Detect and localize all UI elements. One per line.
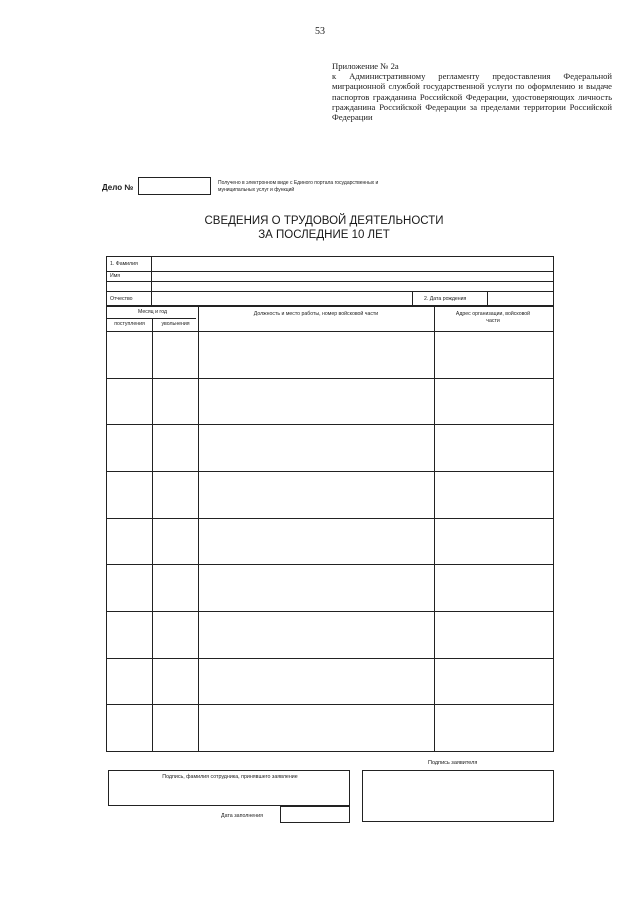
patronymic-row (107, 291, 553, 307)
patronymic-field[interactable] (152, 291, 412, 307)
table-row[interactable] (107, 471, 553, 518)
employment-table (106, 306, 554, 752)
personal-data-grid (106, 256, 554, 306)
form-title-line-2: ЗА ПОСЛЕДНИЕ 10 ЛЕТ (258, 229, 390, 241)
case-number-field[interactable] (138, 177, 211, 195)
table-row[interactable] (107, 331, 553, 378)
birthdate-label-left-line (412, 291, 413, 307)
case-number-label: Дело № (102, 183, 134, 192)
table-row[interactable] (107, 424, 553, 471)
name-row (107, 271, 553, 292)
surname-label: 1. Фамилия (110, 261, 138, 267)
staff-signature-box[interactable] (108, 770, 350, 806)
applicant-signature-box[interactable] (362, 770, 554, 822)
name-label: Имя (110, 273, 121, 279)
form-title-line-1: СВЕДЕНИЯ О ТРУДОВОЙ ДЕЯТЕЛЬНОСТИ (204, 215, 444, 227)
col-position-header: Должность и место работы, номер войсковой части (253, 311, 379, 317)
col-address-header: Адрес организации, войсковой части (455, 311, 531, 324)
table-row[interactable] (107, 564, 553, 611)
form-title (0, 214, 640, 242)
name-field[interactable] (152, 271, 553, 291)
table-row[interactable] (107, 378, 553, 425)
appendix-header (332, 61, 612, 122)
surname-field[interactable] (152, 257, 553, 271)
patronymic-label: Отчество (110, 296, 133, 302)
table-row[interactable] (107, 611, 553, 658)
applicant-signature-label: Подпись заявителя (428, 760, 478, 766)
birthdate-field[interactable] (488, 291, 553, 307)
table-row[interactable] (107, 658, 553, 705)
month-year-header: Месяц и год (138, 309, 167, 315)
table-row[interactable] (107, 704, 553, 751)
appendix-body: к Административному регламенту предоставления Федеральной миграционной службой государственной услуги по оформлению и выдаче паспортов гражданина Российской Федерации, удостоверяющих личность гражданина Российской Федерации за пределами территории Российской Федерации (332, 71, 612, 123)
birthdate-label: 2. Дата рождения (424, 296, 467, 302)
staff-signature-label: Подпись, фамилия сотрудника, принявшего заявление (162, 774, 298, 780)
surname-row (107, 257, 553, 272)
fill-date-field[interactable] (280, 806, 350, 823)
page-number: 53 (315, 26, 325, 37)
table-row[interactable] (107, 518, 553, 565)
received-electronic-note: Получено в электронном виде с Единого портала государственных и муниципальных услуг и функций (218, 180, 379, 193)
fill-date-label: Дата заполнения (221, 813, 263, 819)
col-end-header: увольнения (161, 321, 190, 327)
col-start-header: поступления (114, 321, 145, 327)
appendix-title: Приложение № 2а (332, 61, 399, 71)
